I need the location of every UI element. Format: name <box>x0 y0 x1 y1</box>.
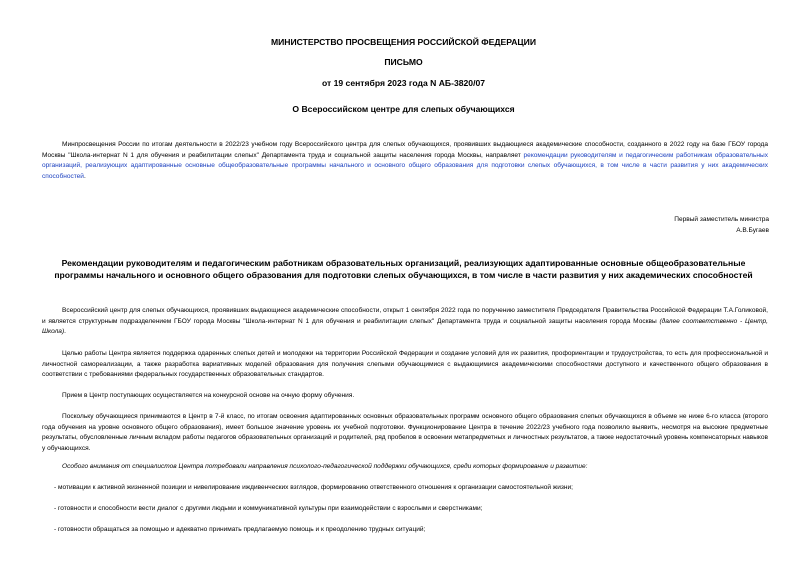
date-number-heading: от 19 сентября 2023 года N АБ-3820/07 <box>321 78 486 88</box>
recommendations-link[interactable]: рекомендации руководителям и педагогическим работникам образовательных организаций, реализующих адаптированные основные общеобразовательные программы начального и основного общего образования для подготовки слепых обучающихся, в том числе в части развития у них академических способностей <box>42 151 768 180</box>
ministry-heading: МИНИСТЕРСТВО ПРОСВЕЩЕНИЯ РОССИЙСКОЙ ФЕДЕРАЦИИ <box>270 37 537 47</box>
rec-paragraph-5: Особого внимания от специалистов Центра потребовали направления психолого-педагогической поддержки обучающихся, среди которых формирование и развитие: <box>62 463 588 470</box>
letter-body <box>42 140 768 182</box>
signature-position: Первый заместитель министра <box>674 216 769 223</box>
rec-paragraph-2: Целью работы Центра является поддержка одаренных слепых детей и молодежи на территории Российской Федерации и создание условий для их развития, профориентации и трудоустройства, то есть для профессиональной и личностной самореализации, а также разработка вариативных моделей образования для получения слепыми обучающимися с выдающимися академическими способностями доступного и качественного общего образования в соответствии с требованиями федеральных государственных образовательных стандартов. <box>42 350 768 378</box>
letter-body-end: . <box>83 172 86 180</box>
signature-block <box>674 215 769 236</box>
rec-p1-italic: (далее соответственно - Центр, Школа) <box>42 317 769 335</box>
rec-paragraph-4: Поскольку обучающиеся принимаются в Центр в 7-й класс, по итогам освоения адаптированных основных образовательных программ основного общего образования слепых обучающихся в объеме не ниже 6-го класса (второго года обучения на уровне основного общего образования), имеет большое значение уровень их учебной подготовки. Функционирование Центра в течение 2022/23 учебного года позволило выявить, несмотря на высокие предметные результаты, обусловленные личным вкладом работы педагогов образовательных организаций и родителей, ряд пробелов в освоении метапредметных и личностных результатов, а также недостаточный уровень компенсаторных навыков у обучающихся. <box>42 413 768 452</box>
list-item: - готовности обращаться за помощью и адекватно принимать предлагаемую помощь и к преодолению трудных ситуаций; <box>54 526 426 533</box>
subject-heading: О Всероссийском центре для слепых обучающихся <box>292 104 515 114</box>
rec-p1-text: Всероссийский центр для слепых обучающихся, проявивших выдающиеся академические способности, открыт 1 сентября 2022 года по поручению заместителя Председателя Правительства Российской Федерации Т.А.Голиковой, и является структурным подразделением ГБОУ города Москвы "Школа-интернат N 1 для обучения и реабилитации слепых" Департамента труда и социальной защиты населения города Москвы <box>42 307 768 325</box>
list-item: - готовности и способности вести диалог с другими людьми и коммуникативной культуры при взаимодействии с взрослыми и сверстниками; <box>54 505 483 512</box>
list-item: - мотивации к активной жизненной позиции и нивелирование иждивенческих взглядов, формированию ответственного отношения к организации самостоятельной жизни; <box>54 484 573 491</box>
letter-body-text: Минпросвещения России по итогам деятельности в 2022/23 учебном году Всероссийского центра для слепых обучающихся, проявивших выдающиеся академические способности, созданного в 2022 году на базе ГБОУ города Москвы "Школа-интернат N 1 для обучения и реабилитации слепых" Департамента труда и социальной защиты населения города Москвы, направляет <box>42 141 768 159</box>
rec-paragraph-3: Прием в Центр поступающих осуществляется на конкурсной основе на очную форму обучения. <box>62 392 355 399</box>
rec-paragraph-1 <box>42 306 768 338</box>
doc-type-heading: ПИСЬМО <box>384 57 423 67</box>
signature-name: А.В.Бугаев <box>736 226 769 234</box>
recommendations-title: Рекомендации руководителям и педагогическим работникам образовательных организаций, реализующих адаптированные основные общеобразовательные программы начального и основного общего образования для подготовки слепых обучающихся, в том числе в части развития у них академических способностей <box>54 258 753 280</box>
rec-p1-end: . <box>64 328 66 335</box>
